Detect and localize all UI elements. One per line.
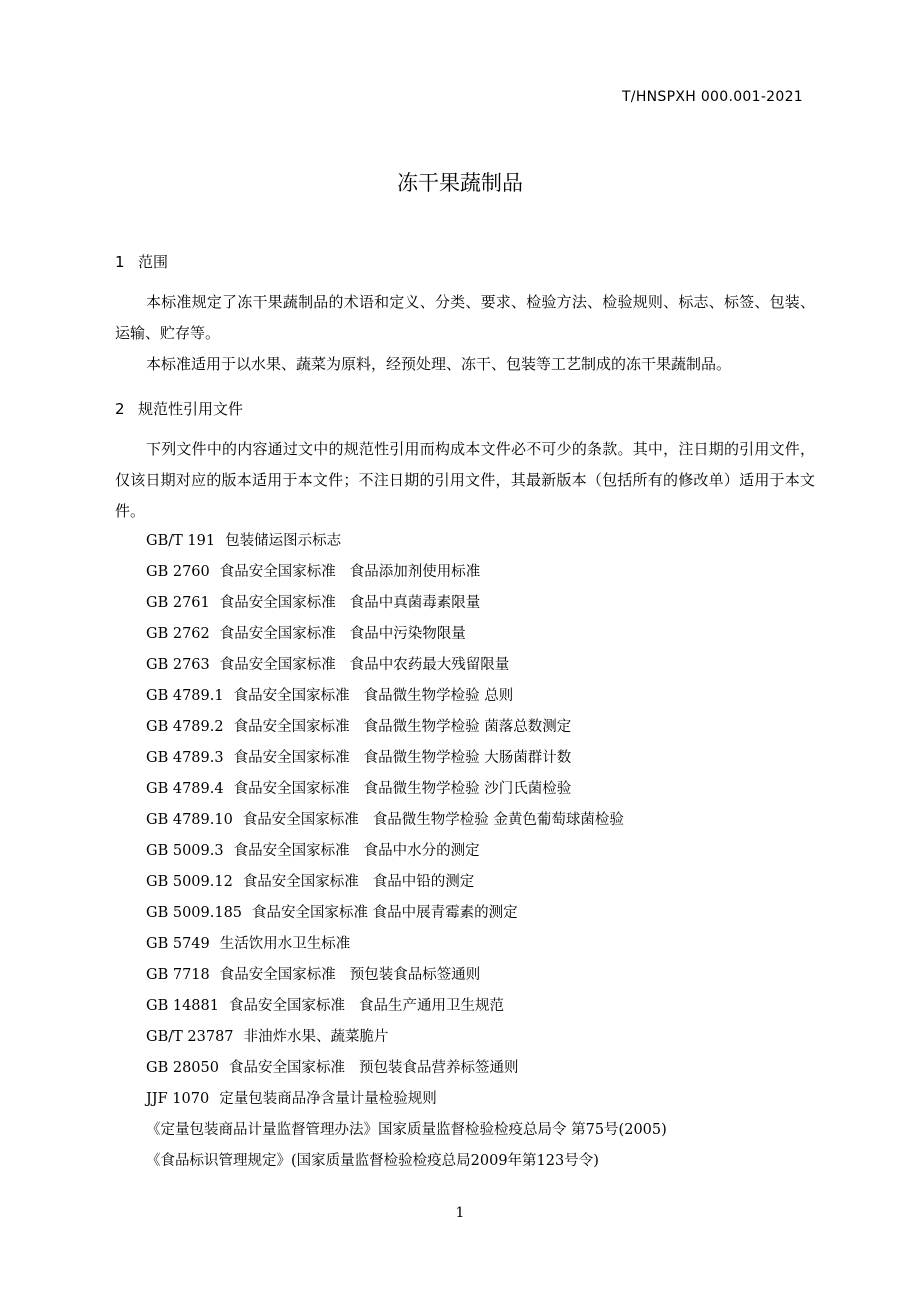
reference-code: GB 2761: [146, 595, 210, 611]
reference-item: [146, 1053, 667, 1084]
reference-code: GB 4789.2: [146, 719, 224, 735]
reference-title-part: 食品中污染物限量: [349, 626, 466, 642]
document-title: 冻干果蔬制品: [397, 171, 523, 195]
reference-title-part: 食品中农药最大残留限量: [349, 657, 510, 673]
reference-title-part: 食品安全国家标准: [233, 719, 350, 735]
reference-title-part: 食品安全国家标准: [219, 657, 336, 673]
references-intro-paragraph: 下列文件中的内容通过文中的规范性引用而构成本文件必不可少的条款。其中，注日期的引用文件，仅该日期对应的版本适用于本文件；不注日期的引用文件，其最新版本（包括所有的修改单）适用于本文件。: [115, 440, 815, 520]
reference-title-part: 食品安全国家标准: [233, 781, 350, 797]
reference-item: [146, 1146, 667, 1177]
section-1-number: 1: [115, 253, 125, 271]
reference-title-part: 食品安全国家标准: [233, 750, 350, 766]
reference-item: [146, 712, 667, 743]
reference-item: [146, 1084, 667, 1115]
reference-title-part: 食品中水分的测定: [363, 843, 480, 859]
reference-title-part: 食品安全国家标准: [219, 595, 336, 611]
reference-title-part: 生活饮用水卫生标准: [219, 936, 351, 952]
reference-title-part: 食品安全国家标准: [242, 812, 359, 828]
reference-item: [146, 836, 667, 867]
reference-item: [146, 805, 667, 836]
reference-code: GB 4789.4: [146, 781, 224, 797]
reference-code: JJF 1070: [146, 1091, 210, 1107]
reference-item: [146, 526, 667, 557]
reference-title-part: 食品安全国家标准: [228, 998, 345, 1014]
reference-title-part: 食品安全国家标准: [233, 843, 350, 859]
reference-code: GB 2762: [146, 626, 210, 642]
reference-item: [146, 929, 667, 960]
reference-title-part: 食品微生物学检验 沙门氏菌检验: [363, 781, 572, 797]
reference-code: GB 5009.12: [146, 874, 233, 890]
page-number: 1: [455, 1205, 465, 1221]
reference-code: GB 4789.10: [146, 812, 233, 828]
standard-code: T/HNSPXH 000.001-2021: [621, 89, 803, 105]
reference-title-part: 食品微生物学检验 金黄色葡萄球菌检验: [372, 812, 624, 828]
reference-title-part: 预包装食品标签通则: [349, 967, 481, 983]
reference-title-part: 食品中真菌毒素限量: [349, 595, 481, 611]
reference-code: GB 2760: [146, 564, 210, 580]
reference-title-part: 食品安全国家标准: [233, 688, 350, 704]
reference-item: [146, 991, 667, 1022]
reference-item: [146, 681, 667, 712]
section-1-heading: [115, 251, 168, 272]
reference-title-part: 食品微生物学检验 大肠菌群计数: [363, 750, 572, 766]
reference-title-part: 食品安全国家标准: [219, 967, 336, 983]
reference-code: GB 5009.3: [146, 843, 224, 859]
reference-title-part: 包装储运图示标志: [225, 533, 342, 549]
scope-paragraph-1: 本标准规定了冻干果蔬制品的术语和定义、分类、要求、检验方法、检验规则、标志、标签、包装、运输、贮存等。: [115, 293, 815, 342]
reference-item: [146, 650, 667, 681]
reference-item: [146, 743, 667, 774]
reference-code: GB 4789.1: [146, 688, 224, 704]
section-2-title: 规范性引用文件: [138, 400, 244, 418]
reference-title-part: 食品安全国家标准: [219, 626, 336, 642]
reference-code: GB/T 191: [146, 533, 216, 549]
reference-title-part: 预包装食品营养标签通则: [358, 1060, 519, 1076]
reference-code: GB 5749: [146, 936, 210, 952]
reference-title-part: 食品安全国家标准 食品中展青霉素的测定: [252, 905, 518, 921]
reference-title-part: 食品微生物学检验 总则: [363, 688, 514, 704]
reference-title-part: 定量包装商品净含量计量检验规则: [219, 1091, 437, 1107]
reference-code: GB 5009.185: [146, 905, 243, 921]
reference-title-part: 非油炸水果、蔬菜脆片: [243, 1029, 389, 1045]
reference-item: [146, 960, 667, 991]
reference-code: GB 4789.3: [146, 750, 224, 766]
reference-item: [146, 619, 667, 650]
reference-title-part: 食品生产通用卫生规范: [358, 998, 504, 1014]
reference-title-part: 食品安全国家标准: [242, 874, 359, 890]
section-2-heading: [115, 398, 243, 419]
reference-title-part: 食品微生物学检验 菌落总数测定: [363, 719, 572, 735]
reference-title-part: 《定量包装商品计量监督管理办法》国家质量监督检验检疫总局令 第75号(2005): [146, 1122, 667, 1138]
reference-item: [146, 774, 667, 805]
reference-title-part: 《食品标识管理规定》(国家质量监督检验检疫总局2009年第123号令): [146, 1153, 599, 1169]
section-1-title: 范围: [138, 253, 169, 271]
section-2-number: 2: [115, 400, 125, 418]
reference-code: GB/T 23787: [146, 1029, 234, 1045]
reference-item: [146, 588, 667, 619]
reference-title-part: 食品中铅的测定: [372, 874, 475, 890]
reference-item: [146, 1022, 667, 1053]
scope-paragraph-2: 本标准适用于以水果、蔬菜为原料，经预处理、冻干、包装等工艺制成的冻干果蔬制品。: [146, 355, 732, 373]
normative-references-list: [146, 526, 667, 1177]
reference-code: GB 7718: [146, 967, 210, 983]
reference-item: [146, 557, 667, 588]
reference-title-part: 食品添加剂使用标准: [349, 564, 481, 580]
reference-title-part: 食品安全国家标准: [219, 564, 336, 580]
reference-code: GB 2763: [146, 657, 210, 673]
reference-code: GB 28050: [146, 1060, 219, 1076]
reference-item: [146, 1115, 667, 1146]
reference-item: [146, 867, 667, 898]
reference-item: [146, 898, 667, 929]
reference-title-part: 食品安全国家标准: [228, 1060, 345, 1076]
reference-code: GB 14881: [146, 998, 219, 1014]
